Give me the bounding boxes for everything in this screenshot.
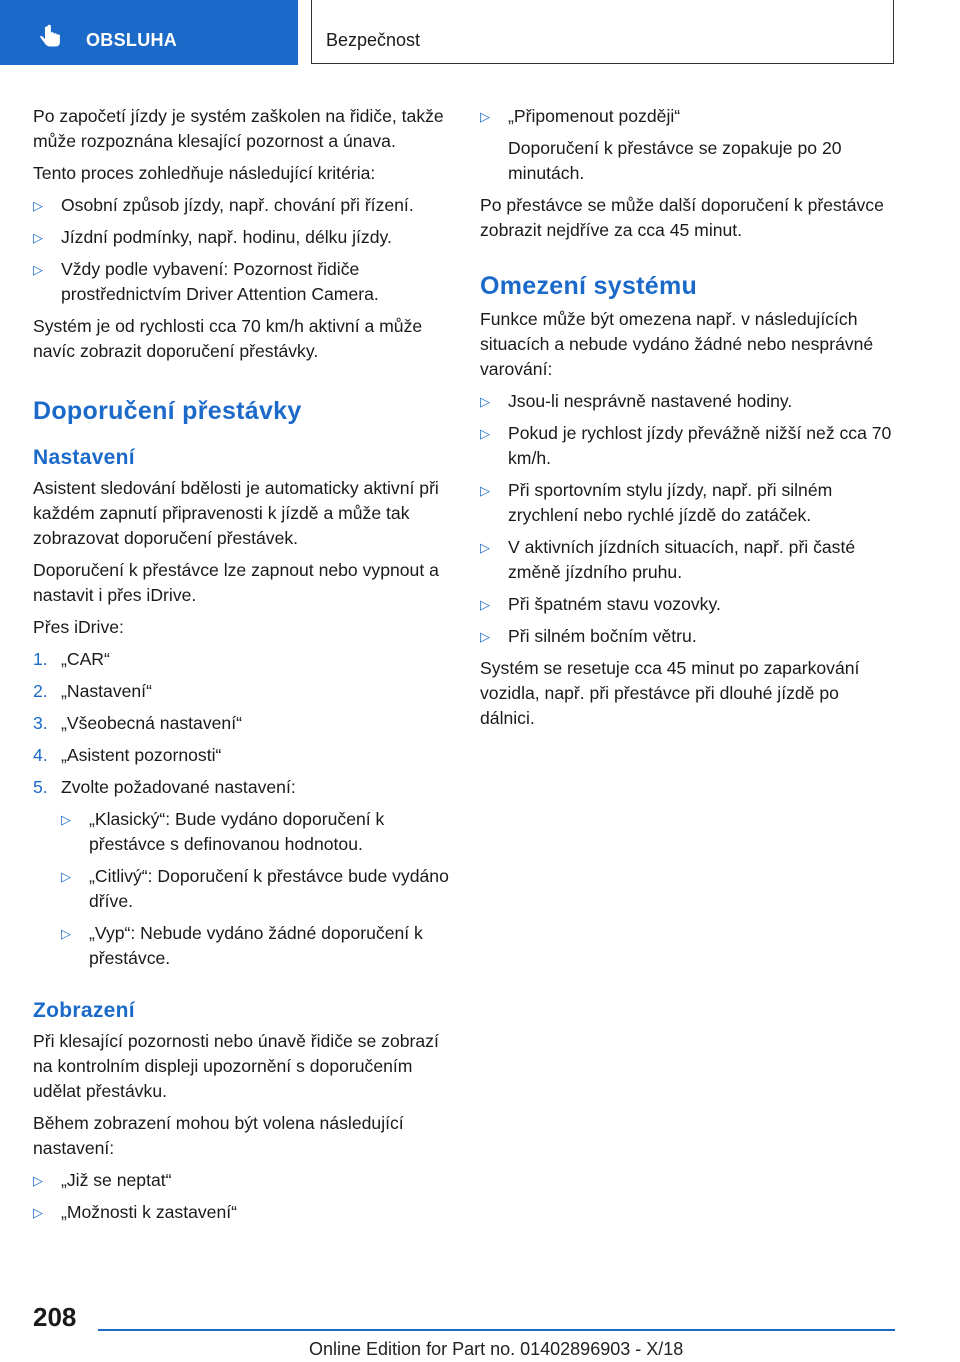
chapter-tab-label: OBSLUHA (86, 30, 178, 50)
paragraph: Systém je od rychlosti cca 70 km/h aktivní a může navíc zobrazit doporučení přestávky. (33, 316, 423, 361)
paragraph: Po započetí jízdy je systém zaškolen na řidiče, takže může rozpoznána klesající pozornost a únava. (33, 106, 444, 151)
footer-edition: Online Edition for Part no. 01402896903 - X/18 (309, 1339, 684, 1359)
step-item: 1. „CAR“ (33, 649, 110, 669)
paragraph: Systém se resetuje cca 45 minut po zaparkování vozidla, např. při přestávce při dlouhé jízdě po dálnici. (480, 658, 860, 728)
step-item: 5. Zvolte požadované nastavení: (33, 777, 296, 797)
triangle-bullet-icon: ▷ (33, 230, 43, 245)
paragraph: Doporučení k přestávce se zopakuje po 20 minutách. (508, 138, 842, 183)
paragraph: Funkce může být omezena např. v následujících situacích a nebude vydáno žádné nebo nesprávné varování: (480, 309, 874, 379)
heading-settings: Nastavení (33, 446, 135, 469)
chapter-tab[interactable] (0, 0, 298, 65)
triangle-bullet-icon: ▷ (480, 629, 490, 644)
list-item: ▷ Jízdní podmínky, např. hodinu, délku jízdy. (33, 225, 451, 250)
option-item: ▷ „Vyp“: Nebude vydáno žádné doporučení k přestávce. (61, 923, 423, 968)
triangle-bullet-icon: ▷ (61, 926, 71, 941)
hand-pointer-icon (38, 24, 64, 50)
list-item: ▷ Pokud je rychlost jízdy převážně nižší než cca 70 km/h. (480, 423, 892, 468)
list-item: ▷ Osobní způsob jízdy, např. chování při řízení. (33, 193, 451, 218)
left-column (33, 104, 451, 1232)
triangle-bullet-icon: ▷ (33, 1205, 43, 1220)
triangle-bullet-icon: ▷ (33, 198, 43, 213)
right-column (480, 104, 898, 738)
paragraph: Doporučení k přestávce lze zapnout nebo vypnout a nastavit i přes iDrive. (33, 560, 439, 605)
list-item: ▷ „Připomenout později“ (480, 104, 898, 129)
list-item: ▷ „Již se neptat“ (33, 1168, 451, 1193)
triangle-bullet-icon: ▷ (480, 109, 490, 124)
triangle-bullet-icon: ▷ (480, 597, 490, 612)
list-item: ▷ Při sportovním stylu jízdy, např. při silném zrychlení nebo rychlé jízdě do zatáček. (480, 480, 833, 525)
triangle-bullet-icon: ▷ (480, 483, 490, 498)
triangle-bullet-icon: ▷ (480, 426, 490, 441)
option-item: ▷ „Klasický“: Bude vydáno doporučení k přestávce s definovanou hodnotou. (61, 809, 385, 854)
list-item: ▷ Jsou-li nesprávně nastavené hodiny. (480, 389, 898, 414)
list-item: ▷ „Možnosti k zastavení“ (33, 1200, 451, 1225)
paragraph: Během zobrazení mohou být volena následující nastavení: (33, 1113, 404, 1158)
section-header (311, 0, 894, 64)
heading-display: Zobrazení (33, 999, 135, 1022)
step-item: 3. „Všeobecná nastavení“ (33, 713, 242, 733)
paragraph: Po přestávce se může další doporučení k přestávce zobrazit nejdříve za cca 45 minut. (480, 195, 884, 240)
triangle-bullet-icon: ▷ (33, 262, 43, 277)
list-item: ▷ Vždy podle vybavení: Pozornost řidiče prostřednictvím Driver Attention Camera. (33, 259, 379, 304)
triangle-bullet-icon: ▷ (33, 1173, 43, 1188)
paragraph: Přes iDrive: (33, 617, 124, 637)
section-title: Bezpečnost (326, 30, 421, 50)
heading-system-limits: Omezení systému (480, 272, 698, 300)
triangle-bullet-icon: ▷ (61, 812, 71, 827)
list-item: ▷ Při špatném stavu vozovky. (480, 592, 898, 617)
footer-divider (98, 1329, 895, 1331)
heading-break-recommendation: Doporučení přestávky (33, 397, 302, 425)
triangle-bullet-icon: ▷ (480, 394, 490, 409)
list-item: ▷ Při silném bočním větru. (480, 624, 898, 649)
page-number: 208 (33, 1302, 77, 1332)
step-item: 2. „Nastavení“ (33, 681, 152, 701)
list-item: ▷ V aktivních jízdních situacích, např. při časté změně jízdního pruhu. (480, 537, 856, 582)
triangle-bullet-icon: ▷ (61, 869, 71, 884)
paragraph: Asistent sledování bdělosti je automaticky aktivní při každém zapnutí připravenosti k jízdě a může tak zobrazovat doporučení přestávek. (33, 478, 439, 548)
step-item: 4. „Asistent pozornosti“ (33, 745, 222, 765)
paragraph: Při klesající pozornosti nebo únavě řidiče se zobrazí na kontrolním displeji upozornění s doporučením udělat přestávku. (33, 1031, 439, 1101)
option-item: ▷ „Citlivý“: Doporučení k přestávce bude vydáno dříve. (61, 866, 449, 911)
triangle-bullet-icon: ▷ (480, 540, 490, 555)
paragraph: Tento proces zohledňuje následující kritéria: (33, 163, 376, 183)
